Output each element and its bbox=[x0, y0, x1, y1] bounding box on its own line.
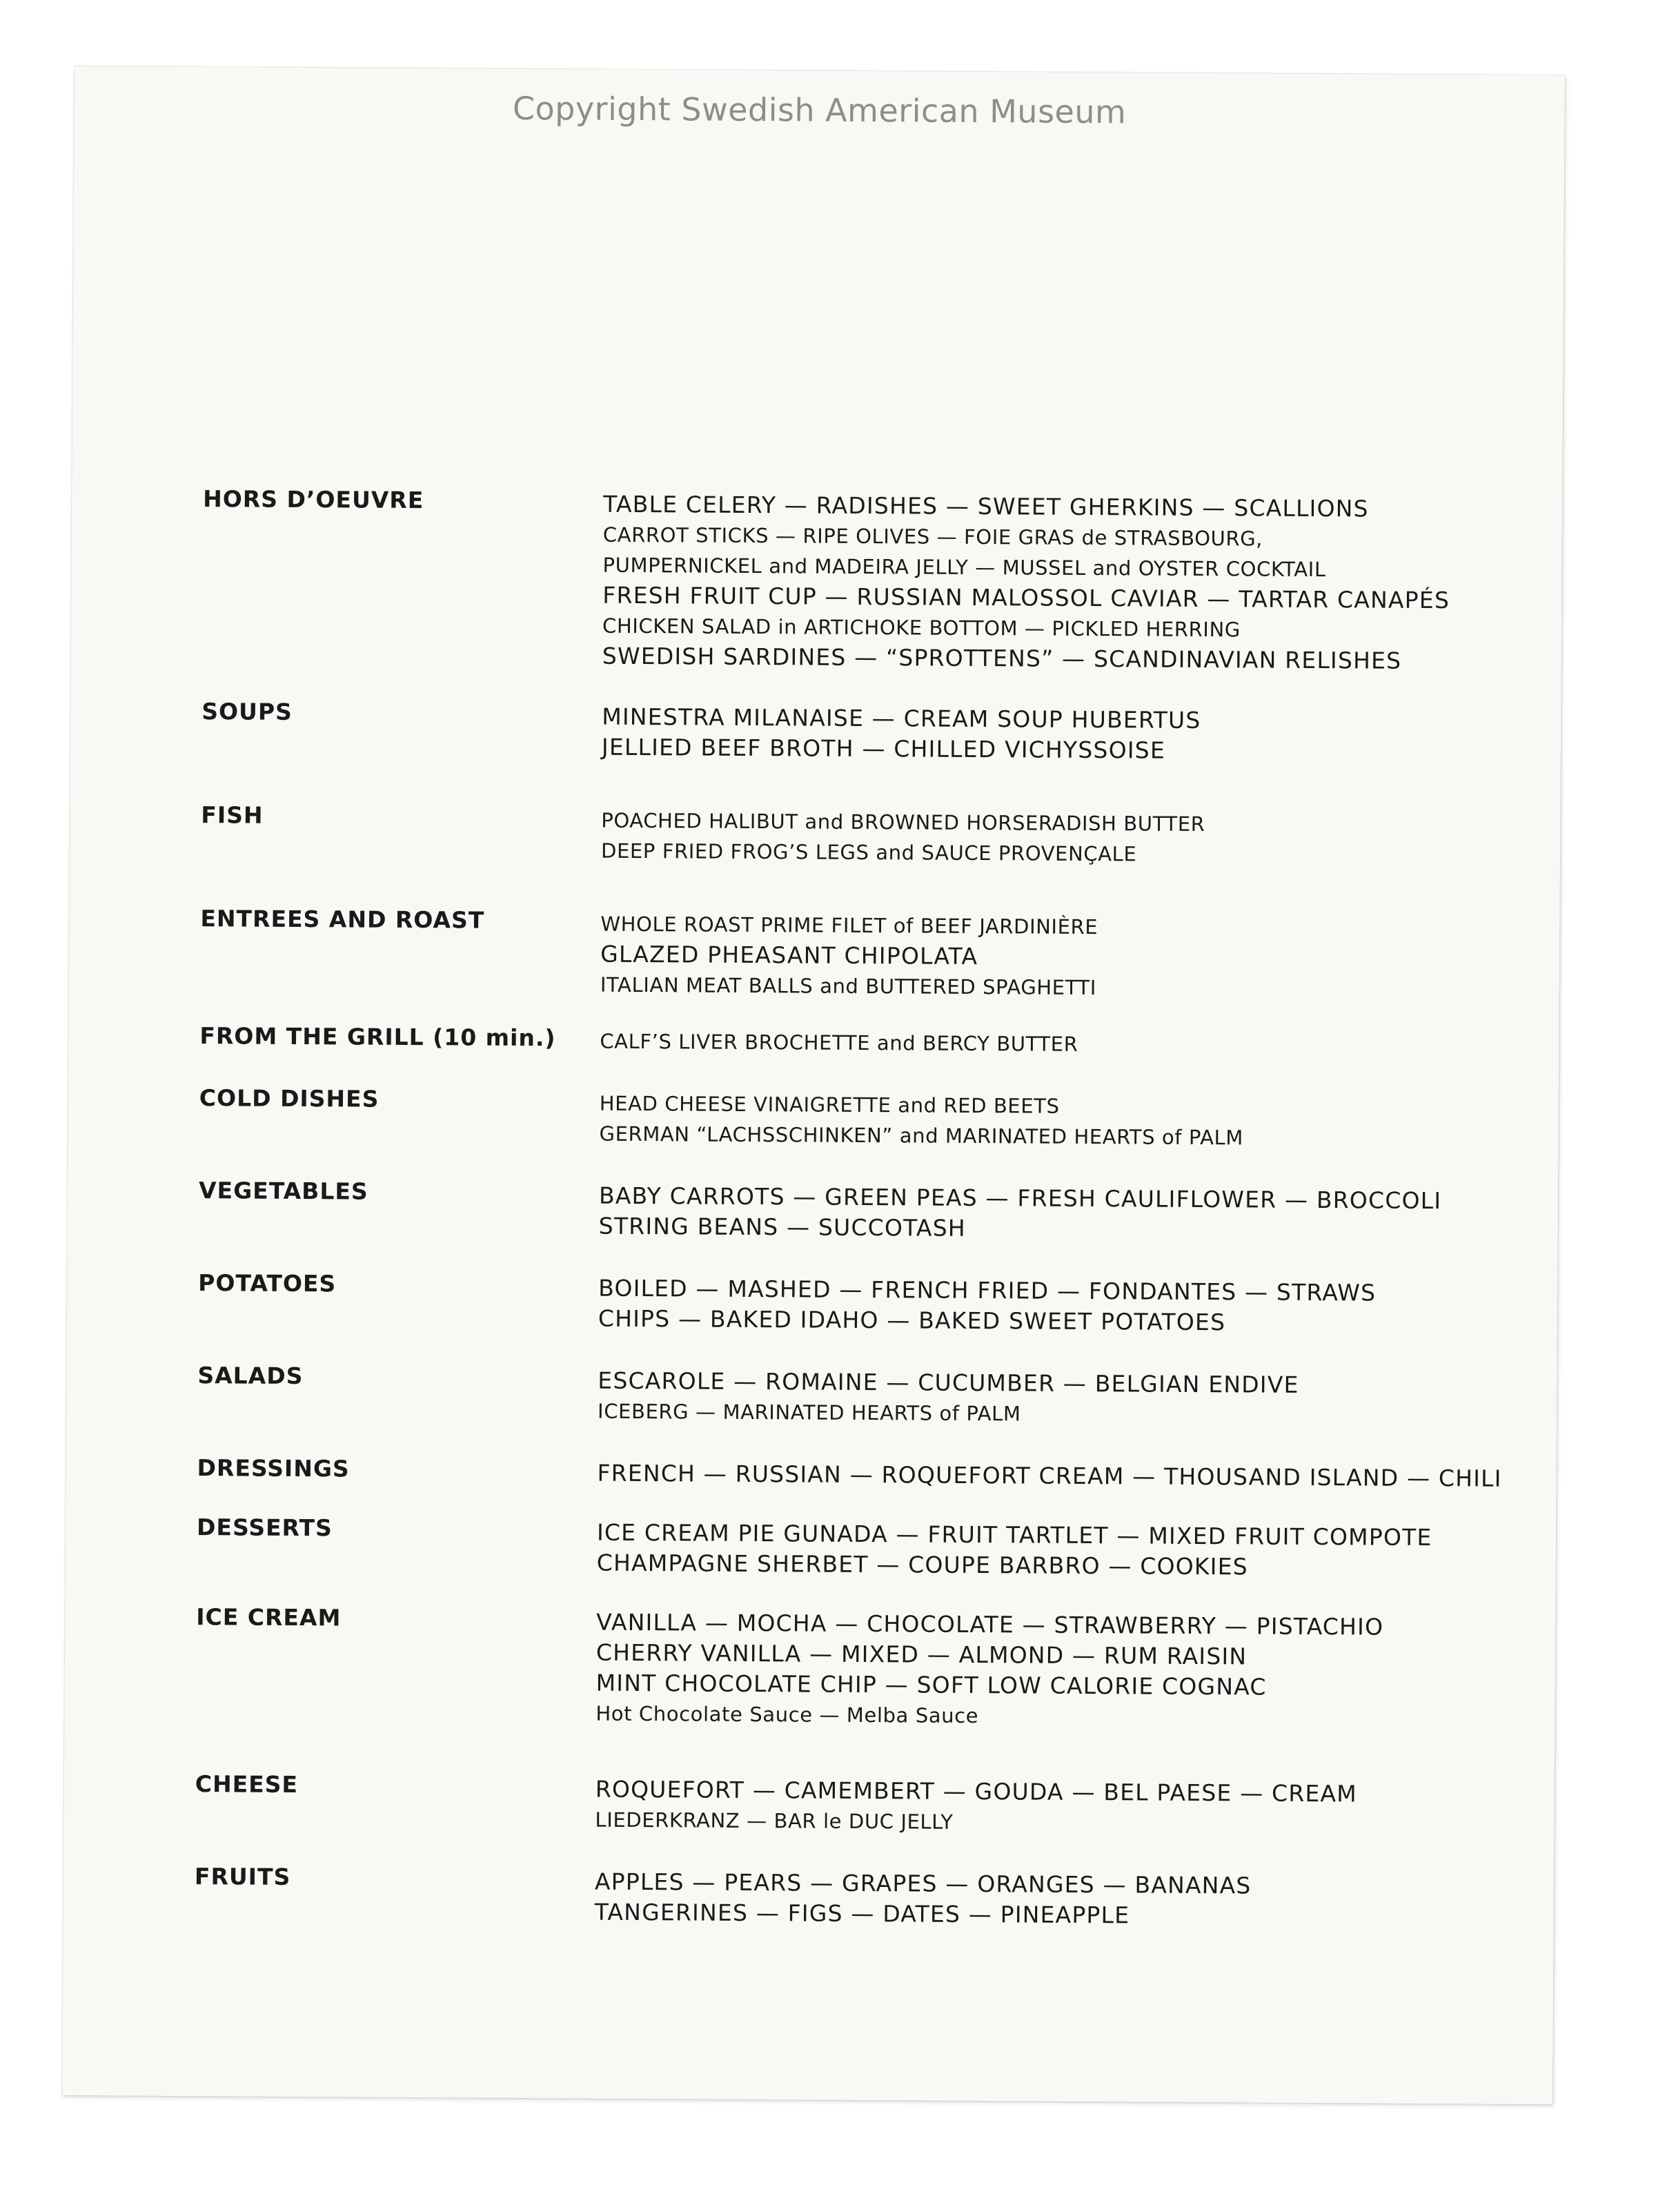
section-items bbox=[600, 906, 1512, 1006]
menu-item-line: STRING BEANS — SUCCOTASH bbox=[598, 1212, 966, 1242]
menu-item-line: MINT CHOCOLATE CHIP — SOFT LOW CALORIE COGNAC bbox=[595, 1669, 1267, 1701]
menu-item-line: CHIPS — BAKED IDAHO — BAKED SWEET POTATOES bbox=[598, 1304, 1226, 1336]
menu-item-line: PUMPERNICKEL and MADEIRA JELLY — MUSSEL and OYSTER COCKTAIL bbox=[602, 553, 1326, 582]
section-label: FISH bbox=[201, 801, 264, 829]
menu-item-line: WHOLE ROAST PRIME FILET of BEEF JARDINIÈRE bbox=[600, 912, 1098, 939]
section-items bbox=[600, 1024, 1510, 1062]
menu-item-line: LIEDERKRANZ — BAR le DUC JELLY bbox=[595, 1808, 954, 1834]
menu-item-line: CHICKEN SALAD in ARTICHOKE BOTTOM — PICKLED HERRING bbox=[602, 614, 1241, 642]
menu-item-line: BOILED — MASHED — FRENCH FRIED — FONDANTES — STRAWS bbox=[598, 1274, 1377, 1306]
menu-item-line: CHAMPAGNE SHERBET — COUPE BARBRO — COOKIES bbox=[596, 1549, 1248, 1580]
section-items bbox=[597, 1515, 1508, 1584]
menu-section bbox=[199, 1175, 1510, 1247]
menu-item-line: FRESH FRUIT CUP — RUSSIAN MALOSSOL CAVIAR — TARTAR CANAPÉS bbox=[602, 581, 1450, 614]
menu-item-line: Hot Chocolate Sauce — Melba Sauce bbox=[595, 1701, 979, 1728]
menu-item-line: TANGERINES — FIGS — DATES — PINEAPPLE bbox=[594, 1898, 1130, 1929]
menu-item-line: POACHED HALIBUT and BROWNED HORSERADISH BUTTER bbox=[601, 808, 1205, 836]
section-label: DESSERTS bbox=[196, 1514, 333, 1542]
section-items bbox=[595, 1605, 1507, 1734]
menu-item-line: CHERRY VANILLA — MIXED — ALMOND — RUM RAISIN bbox=[595, 1638, 1248, 1670]
menu-section bbox=[199, 1083, 1510, 1155]
section-items bbox=[599, 1086, 1510, 1155]
section-items bbox=[602, 699, 1513, 768]
menu-item-line: TABLE CELERY — RADISHES — SWEET GHERKINS — SCALLIONS bbox=[603, 490, 1369, 522]
section-label: VEGETABLES bbox=[198, 1177, 368, 1205]
menu-list bbox=[194, 484, 1514, 1961]
copyright-watermark: Copyright Swedish American Museum bbox=[512, 89, 1127, 131]
section-label: COLD DISHES bbox=[199, 1084, 379, 1113]
menu-item-line: ICEBERG — MARINATED HEARTS of PALM bbox=[598, 1399, 1021, 1426]
menu-item-line: ESCAROLE — ROMAINE — CUCUMBER — BELGIAN ENDIVE bbox=[598, 1367, 1299, 1398]
section-items bbox=[595, 1772, 1506, 1841]
section-label: DRESSINGS bbox=[197, 1454, 350, 1482]
menu-item-line: JELLIED BEEF BROTH — CHILLED VICHYSSOISE bbox=[601, 733, 1166, 764]
menu-item-line: ROQUEFORT — CAMEMBERT — GOUDA — BEL PAESE — CREAM bbox=[595, 1775, 1358, 1808]
section-items bbox=[598, 1271, 1510, 1340]
section-label: ICE CREAM bbox=[196, 1603, 342, 1632]
section-label: HORS D’OEUVRE bbox=[203, 485, 424, 514]
menu-section bbox=[197, 1512, 1508, 1584]
menu-item-line: FRENCH — RUSSIAN — ROQUEFORT CREAM — THOUSAND ISLAND — CHILI bbox=[597, 1459, 1502, 1492]
section-label: FRUITS bbox=[194, 1863, 291, 1890]
menu-section bbox=[198, 1268, 1510, 1340]
section-items bbox=[602, 487, 1515, 677]
menu-item-line: ITALIAN MEAT BALLS and BUTTERED SPAGHETTI bbox=[600, 972, 1097, 1000]
menu-item-line: VANILLA — MOCHA — CHOCOLATE — STRAWBERRY — PISTACHIO bbox=[596, 1608, 1384, 1641]
menu-section bbox=[202, 484, 1515, 677]
menu-section bbox=[201, 696, 1513, 768]
section-label: ENTREES AND ROAST bbox=[200, 905, 485, 934]
menu-section bbox=[195, 1861, 1506, 1933]
menu-item-line: CALF’S LIVER BROCHETTE and BERCY BUTTER bbox=[600, 1029, 1078, 1056]
menu-item-line: DEEP FRIED FROG’S LEGS and SAUCE PROVENÇALE bbox=[600, 839, 1137, 866]
menu-section bbox=[197, 1360, 1509, 1432]
menu-section bbox=[201, 800, 1512, 872]
menu-item-line: MINESTRA MILANAISE — CREAM SOUP HUBERTUS bbox=[602, 703, 1201, 734]
menu-item-line: ICE CREAM PIE GUNADA — FRUIT TARTLET — MIXED FRUIT COMPOTE bbox=[596, 1518, 1432, 1552]
menu-item-line: BABY CARROTS — GREEN PEAS — FRESH CAULIFLOWER — BROCCOLI bbox=[598, 1182, 1442, 1215]
section-items bbox=[595, 1864, 1506, 1933]
menu-item-line: GERMAN “LACHSSCHINKEN” and MARINATED HEARTS of PALM bbox=[599, 1122, 1244, 1150]
menu-item-line: GLAZED PHEASANT CHIPOLATA bbox=[600, 940, 978, 970]
section-items bbox=[598, 1363, 1509, 1432]
section-label: FROM THE GRILL (10 min.) bbox=[199, 1022, 556, 1052]
menu-section bbox=[200, 903, 1512, 1006]
section-items bbox=[599, 1178, 1510, 1247]
menu-page bbox=[62, 66, 1565, 2104]
section-label: CHEESE bbox=[195, 1770, 299, 1799]
menu-section bbox=[195, 1769, 1506, 1841]
menu-section bbox=[197, 1453, 1508, 1494]
section-items bbox=[597, 1456, 1508, 1494]
section-items bbox=[601, 803, 1512, 872]
section-label: SOUPS bbox=[201, 698, 293, 725]
menu-item-line: APPLES — PEARS — GRAPES — ORANGES — BANANAS bbox=[594, 1868, 1252, 1899]
menu-item-line: SWEDISH SARDINES — “SPROTTENS” — SCANDINAVIAN RELISHES bbox=[602, 642, 1402, 674]
section-label: POTATOES bbox=[198, 1269, 337, 1298]
menu-item-line: HEAD CHEESE VINAIGRETTE and RED BEETS bbox=[599, 1091, 1060, 1118]
section-label: SALADS bbox=[197, 1362, 304, 1390]
menu-item-line: CARROT STICKS — RIPE OLIVES — FOIE GRAS de STRASBOURG, bbox=[602, 522, 1263, 551]
menu-section bbox=[199, 1021, 1510, 1062]
menu-section bbox=[195, 1602, 1507, 1734]
